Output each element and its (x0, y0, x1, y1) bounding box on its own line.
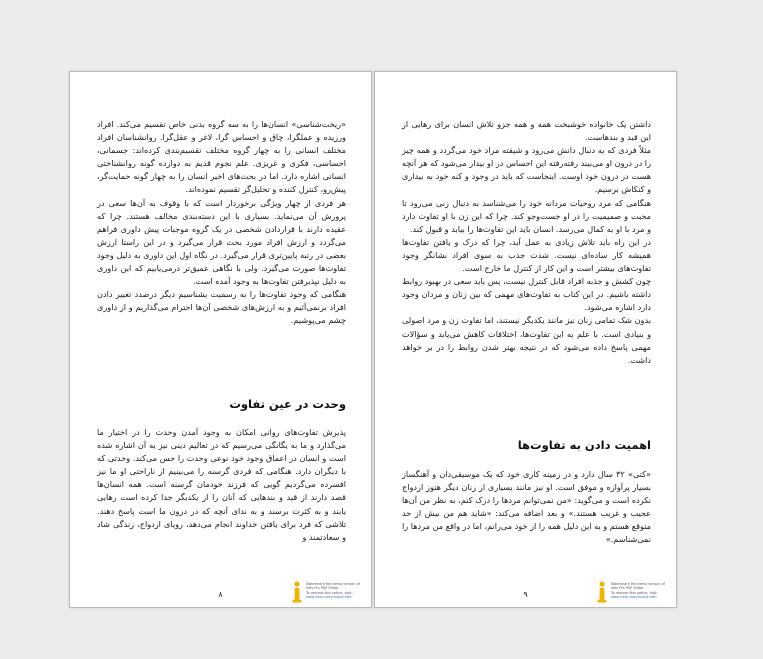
page-number: ۹ (523, 590, 528, 599)
paragraph: «ریخت‌شناسی» انسان‌ها را به سه گروه بدنی خاص تقسیم می‌کند. افراد ورزیده و عملگرا، چاق و احساس گرا، لاغر و عقل‌گرا. روانشناسان افراد مختلف انسانی را به چهار گروه مختلف تقسیم‌بندی کرده‌اند: جسمانی، احساسی، فکری و غریزی. علم نجوم قدیم به دوازده گونه روانشناختی انسانی اشاره دارد. اما در بحث‌های اخیر انسان را به چهار گونه حمایت‌گر، پیش‌رو، کنترل کننده و تحلیل‌گر تقسیم نموده‌اند. (97, 119, 346, 195)
watermark-line: Infix Pro PDF Editor (611, 586, 644, 591)
infix-logo-icon (291, 581, 303, 603)
paragraph: داشتن یک خانواده خوشبخت همه و همه جزو تلاش انسان برای رهایی از این قید و بندهاست. (402, 119, 651, 143)
paragraph: بدون شک تمامی زنان نیز مانند یکدیگر نیستند، اما تفاوت زن و مرد اصولی و بنیادی است. با علم به این تفاوت‌ها، اختلافات کاهش می‌یابد و سؤالات مهمی پاسخ داده می‌شود که در نتیجه بهتر شدن روابط را در بر خواهد داشت. (402, 315, 651, 365)
section-heading: وحدت در عین تفاوت (229, 397, 346, 411)
right-page-bottom-text (402, 468, 651, 547)
paragraph: در این راه باید تلاش زیادی به عمل آید، چرا که درک و یافتن تفاوت‌ها همیشه کار ساده‌ای نیست. شدت جذب به سوی افراد نشانگر وجود تفاوت‌های بیشتر است و این کار از کنترل ما خارج است. (402, 236, 651, 274)
paragraph: هنگامی که وجود تفاوت‌ها را به رسمیت بشناسیم دیگر درصدد تغییر دادن افراد برنمی‌آئیم و به ارزش‌های شخصی آن‌ها احترام می‌گذاریم و از داوری چشم می‌پوشیم. (97, 289, 346, 326)
watermark-text (611, 581, 665, 599)
demo-watermark (291, 581, 367, 605)
page-number: ۸ (218, 590, 223, 599)
infix-logo-icon (596, 581, 608, 603)
paragraph: مثلاً فردی که به دنبال دانش می‌رود و شیفته مراد خود می‌گردد و همه چیز را در درون او می‌بیند رفته‌رفته این احساس در او بیدار می‌شود که هر آنچه هست در درون خود اوست. اینجاست که باید در وجود و کنه خود به بیداری و کنکاش برسیم. (402, 145, 651, 195)
watermark-line: To remove this notice, visit: (306, 590, 353, 595)
watermark-link[interactable]: www.iceni.com/unlock.htm (306, 594, 352, 599)
watermark-line: To remove this notice, visit: (611, 590, 658, 595)
paragraph: پذیرش تفاوت‌های روانی امکان به وجود آمدن وحدت را در اختیار ما می‌گذارد و ما به یگانگی می‌رسیم که در تعالیم دینی نیز به آن اشاره شده است و انسان در اعماق وجود خود نوعی وحدت را حس می‌کند. وحدتی که با دیگران دارد. هنگامی که فردی گرسنه را می‌بینیم از ناراحتی او ما نیز افسرده می‌گردیم گویی که فرزند خودمان گرسنه است. همه انسان‌ها قصد دارند از قید و بندهایی که آنان را از یکدیگر جدا کرده است رهایی یابند و به کثرت برسند و به ندای آنچه که در درون ما است پاسخ دهند. تلاشی که فرد برای یافتن خداوند انجام می‌دهد، رویای ازدواج، زندگی شاد و سعادتمند و (97, 427, 346, 542)
demo-watermark (596, 581, 672, 605)
watermark-text (306, 581, 360, 599)
watermark-link[interactable]: www.iceni.com/unlock.htm (611, 594, 657, 599)
watermark-line: Watermark the demo version of (306, 582, 360, 586)
left-page-top-text (97, 118, 346, 328)
left-page-bottom-text (97, 426, 346, 544)
paragraph: هنگامی که مرد روحیات مردانه خود را می‌شناسد به دنبال زنی می‌رود تا محبت و صمیمیت را در او جست‌وجو کند. چرا که این زن با او تفاوت دارد و مرد با او به کمال می‌رسد. انسان باید این تفاوت‌ها را بیابد و قبول کند. (402, 197, 651, 234)
watermark-line: Infix Pro PDF Editor (306, 586, 339, 591)
watermark-line: Watermark the demo version of (611, 582, 665, 586)
left-page (69, 71, 372, 608)
paragraph: «کتی» ۳۲ سال دارد و در زمینه کاری خود که یک موسیقی‌دان و آهنگساز بسیار پرآوازه و موفق است. او نیز مانند بسیاری از زنان دیگر هنوز ازدواج نکرده است و می‌گوید: «من نمی‌توانم مردها را درک کنم، به نظر من آن‌ها عجیب و غریب هستند.» و بعد اضافه می‌کند: «شاید هم من بیش از حد متوقع هستم و به این دلیل همه را از خود می‌رانم، اما در واقع من مردها را نمی‌شناسم.» (402, 469, 652, 545)
right-page (374, 71, 677, 608)
paragraph: هر فردی از چهار ویژگی برخوردار است که با وقوف به آن‌ها سعی در پرورش آن می‌نماید. بسیاری با این دسته‌بندی مخالف هستند. چرا که عقیده دارند با قراردادن شخصی در یک گروه موجبات پیش داوری فراهم می‌گردد و ارزش افراد مورد بحث قرار می‌گیرد و در این راستا ارزش بعضی در رتبه پایین‌تری قرار می‌گیرد. در نگاه اول این داوری به دلیل وجود تفاوت‌ها صورت می‌گیرد. ولی با نگاهی عمیق‌تر درمی‌یابیم که این داوری به دلیل نپذیرفتن تفاوت‌ها به وجود آمده است. (97, 197, 346, 287)
paragraph: چون کشش و جذبه افراد قابل کنترل نیست، پس باید سعی در بهبود روابط داشته باشیم. در این کتاب به تفاوت‌های مهمی که بین زنان و مردان وجود دارد اشاره می‌شود. (402, 276, 651, 313)
section-heading: اهمیت دادن به تفاوت‌ها (517, 438, 651, 452)
right-page-top-text (402, 118, 651, 367)
